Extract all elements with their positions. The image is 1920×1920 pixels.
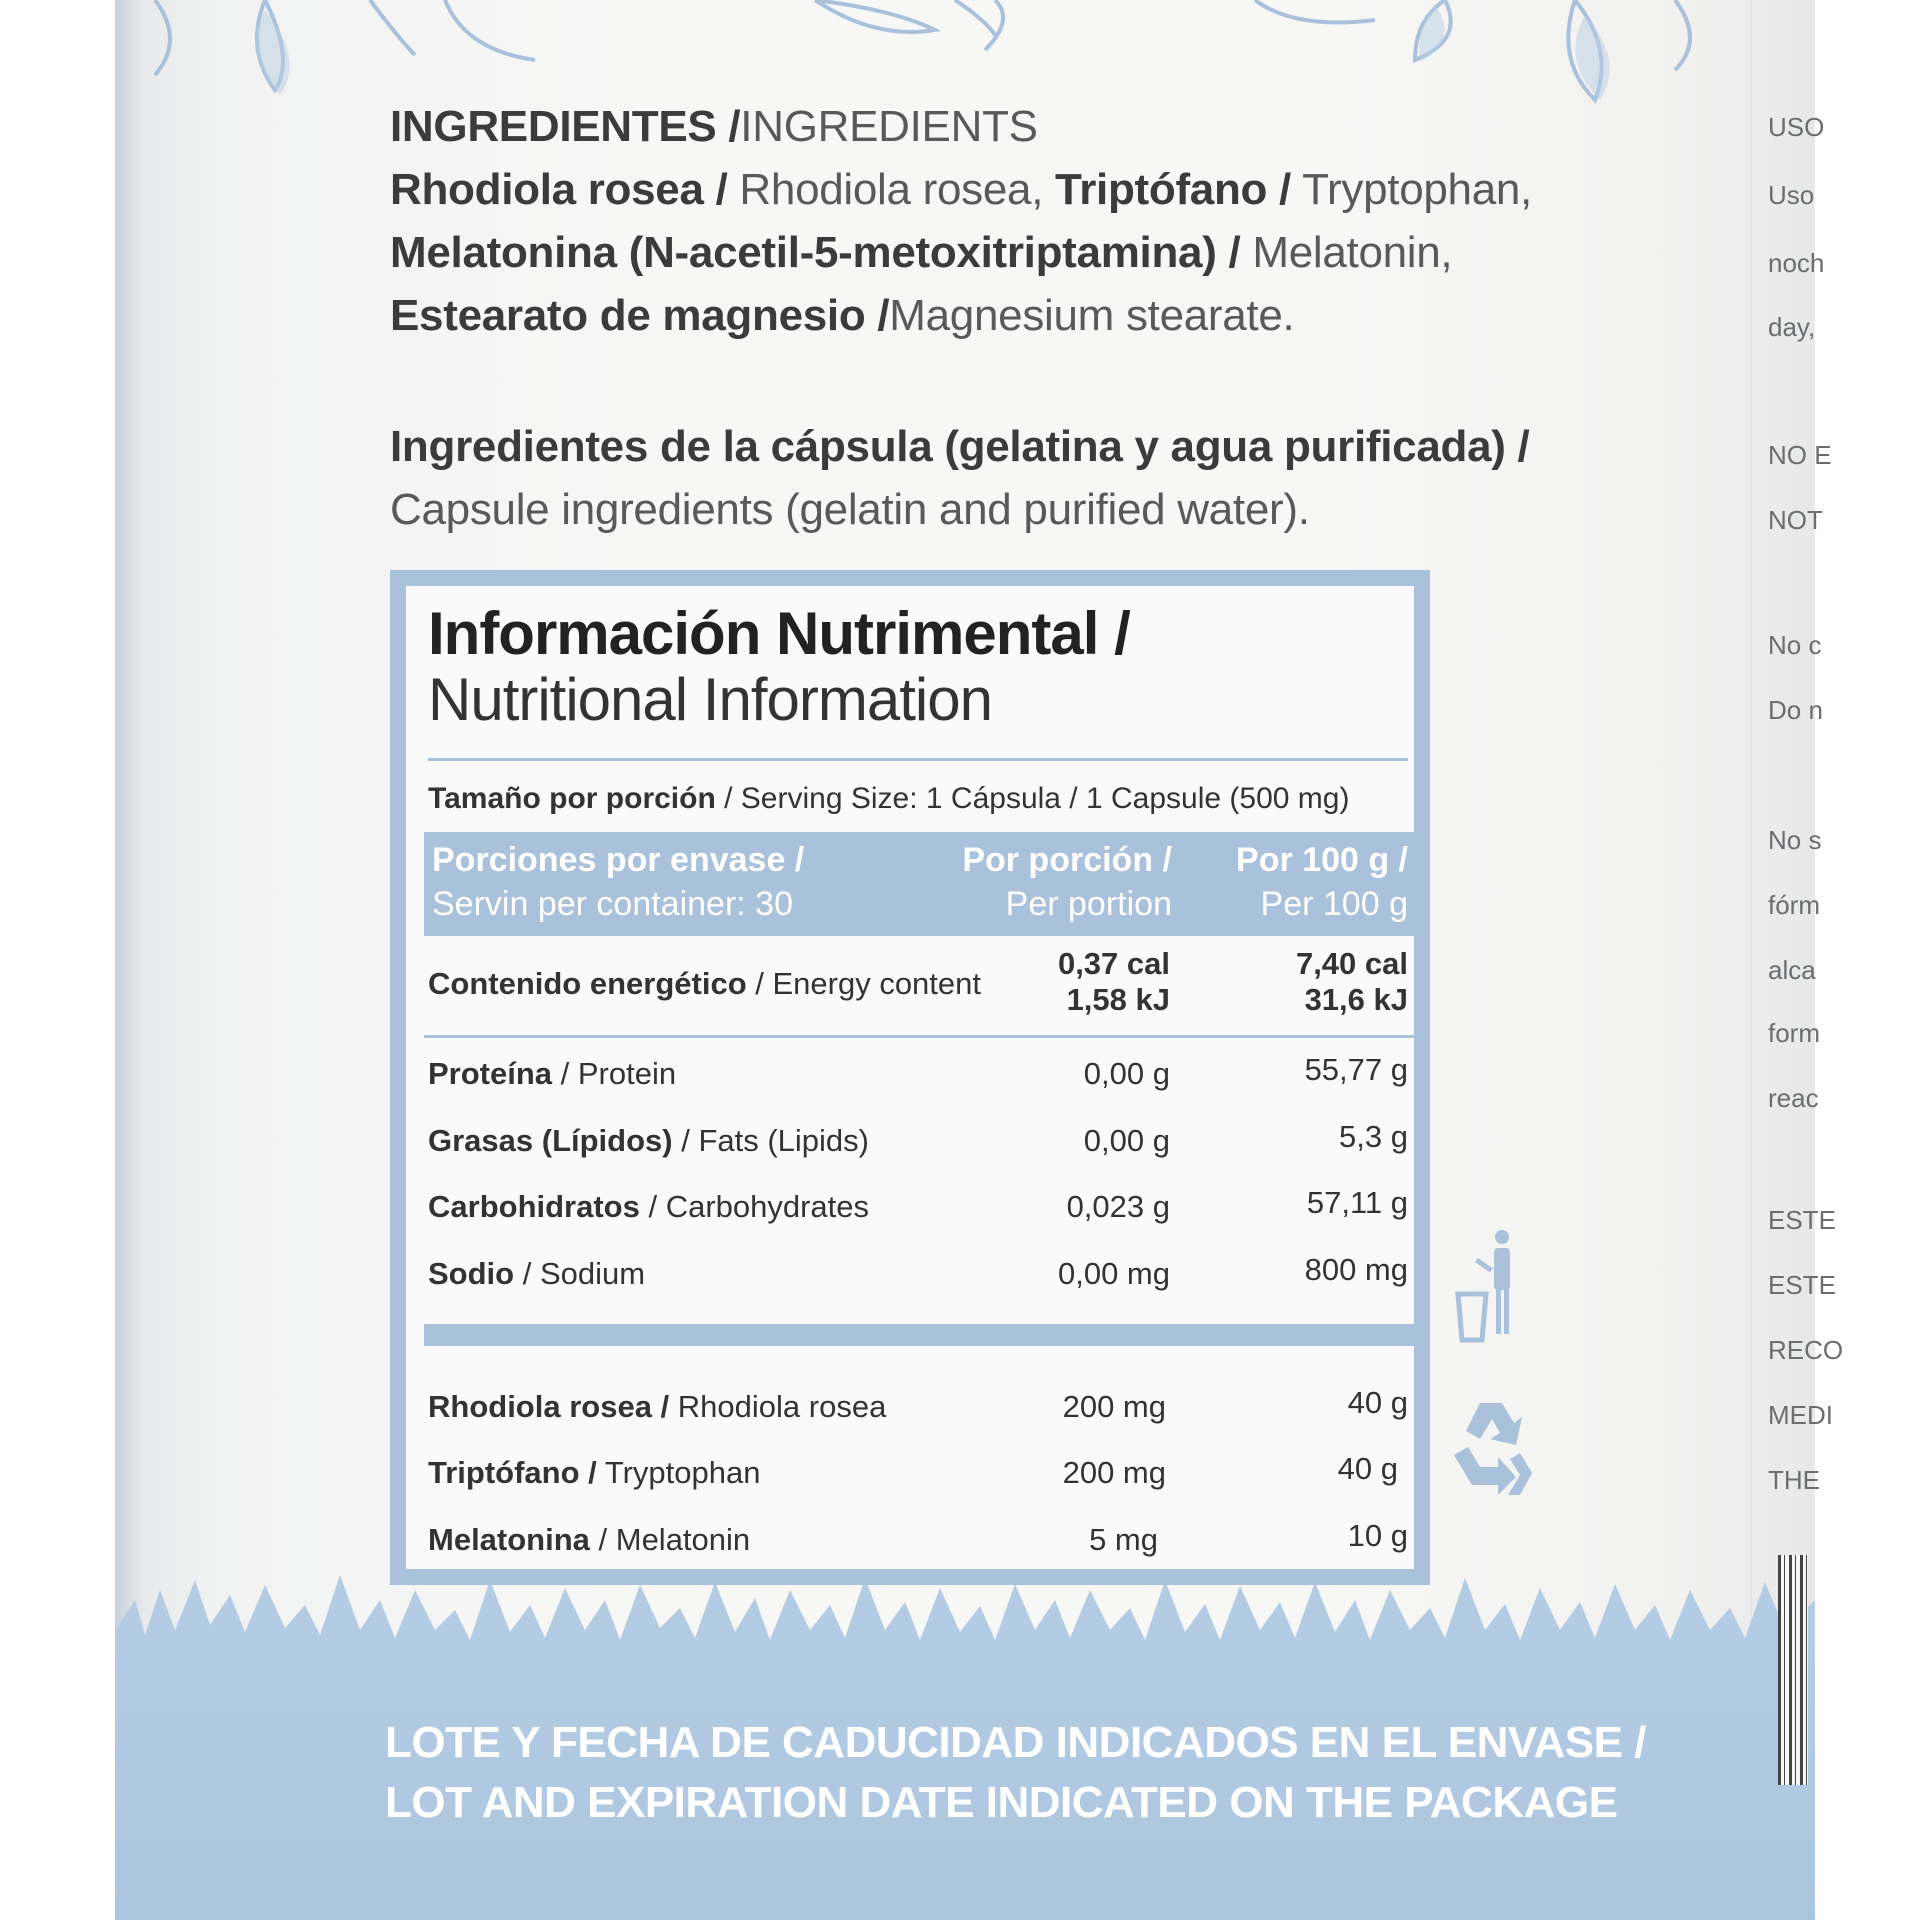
capsule-ingredients-en bbox=[390, 478, 1310, 542]
side-fragment: ESTE bbox=[1768, 1270, 1836, 1300]
rhodiola-label-en: Rhodiola rosea bbox=[669, 1389, 887, 1424]
ingredients-heading bbox=[390, 95, 1038, 159]
side-fragment: fórm bbox=[1768, 890, 1820, 920]
tryptophan-per-portion: 200 mg bbox=[1062, 1455, 1166, 1490]
protein-label-en: / Protein bbox=[552, 1056, 677, 1091]
side-fragment: NO E bbox=[1768, 440, 1832, 470]
serving-size-value: / Serving Size: 1 Cápsula / 1 Capsule (500 mg) bbox=[715, 782, 1350, 815]
carbs-label-en: / Carbohydrates bbox=[639, 1189, 870, 1224]
fats-label-es: Grasas (Lípidos) bbox=[428, 1123, 673, 1158]
tryptophan-per-100: 40 g bbox=[1337, 1451, 1398, 1486]
header-portions-en: Servin per container: 30 bbox=[432, 885, 793, 923]
side-fragment: USO bbox=[1768, 112, 1825, 142]
protein-per-portion: 0,00 g bbox=[1083, 1056, 1170, 1091]
melatonin-per-portion: 5 mg bbox=[1089, 1522, 1158, 1557]
serving-size bbox=[428, 782, 1349, 816]
lot-expiration-en: LOT AND EXPIRATION DATE INDICATED ON THE PACKAGE bbox=[385, 1778, 1618, 1827]
side-fragment: reac bbox=[1768, 1083, 1819, 1113]
side-fragment: ESTE bbox=[1768, 1205, 1836, 1235]
energy-label-es: Contenido energético bbox=[428, 966, 747, 1001]
fats-per-100: 5,3 g bbox=[1339, 1119, 1408, 1154]
fats-label-en: / Fats (Lipids) bbox=[672, 1123, 869, 1158]
ingredients-line-1 bbox=[390, 158, 1532, 222]
ingredient-rhodiola-es: Rhodiola rosea / bbox=[390, 165, 728, 214]
side-fragment: No s bbox=[1768, 825, 1822, 855]
ingredient-melatonin-en: Melatonin, bbox=[1240, 228, 1453, 277]
energy-100-kj: 31,6 kJ bbox=[1304, 982, 1408, 1017]
ingredient-melatonin-es: Melatonina (N-acetil-5-metoxitriptamina) / bbox=[390, 228, 1241, 277]
ingredient-tryptophan-en: Tryptophan, bbox=[1290, 165, 1532, 214]
rhodiola-label-es: Rhodiola rosea / bbox=[428, 1389, 670, 1424]
side-fragment: NOT bbox=[1768, 505, 1823, 535]
energy-label-en: / Energy content bbox=[746, 966, 982, 1001]
side-fragment: Do n bbox=[1768, 695, 1823, 725]
sodium-label-es: Sodio bbox=[428, 1256, 515, 1291]
ingredients-heading-es: INGREDIENTES / bbox=[390, 102, 741, 151]
ingredient-magnesium-en: Magnesium stearate. bbox=[889, 291, 1295, 340]
serving-size-label: Tamaño por porción bbox=[428, 782, 716, 815]
tryptophan-label-en: Tryptophan bbox=[596, 1455, 761, 1490]
protein-label-es: Proteína bbox=[428, 1056, 553, 1091]
ingredient-magnesium-es: Estearato de magnesio / bbox=[390, 291, 890, 340]
side-fragment: Uso bbox=[1768, 180, 1815, 210]
leaf-decoration bbox=[115, 0, 1815, 110]
ingredient-tryptophan-es: Triptófano / bbox=[1043, 165, 1291, 214]
side-fragment: alca bbox=[1768, 955, 1816, 985]
carbs-per-portion: 0,023 g bbox=[1066, 1189, 1170, 1224]
sodium-label-en: / Sodium bbox=[514, 1256, 646, 1291]
tryptophan-label-es: Triptófano / bbox=[428, 1455, 597, 1490]
ingredients-heading-en: INGREDIENTS bbox=[740, 102, 1038, 151]
barcode bbox=[1778, 1555, 1808, 1785]
header-per-portion-es: Por porción / bbox=[962, 841, 1172, 879]
side-fragment: form bbox=[1768, 1018, 1820, 1048]
side-fragment: RECO bbox=[1768, 1335, 1844, 1365]
side-fragment: MEDI bbox=[1768, 1400, 1833, 1430]
side-fragment: No c bbox=[1768, 630, 1822, 660]
carbs-per-100: 57,11 g bbox=[1306, 1185, 1408, 1220]
trash-bin-person-icon bbox=[1458, 1228, 1518, 1343]
side-fragment: day, bbox=[1768, 312, 1816, 342]
energy-portion-kj: 1,58 kJ bbox=[1066, 982, 1170, 1017]
header-per100-es: Por 100 g / bbox=[1236, 841, 1408, 879]
carbs-label-es: Carbohidratos bbox=[428, 1189, 640, 1224]
title-divider bbox=[428, 758, 1408, 761]
section-band bbox=[424, 1324, 1420, 1346]
side-fragment: THE bbox=[1768, 1465, 1820, 1495]
melatonin-label-es: Melatonina bbox=[428, 1522, 590, 1557]
energy-100-cal: 7,40 cal bbox=[1295, 946, 1408, 981]
melatonin-label-en: / Melatonin bbox=[589, 1522, 751, 1557]
rhodiola-per-100: 40 g bbox=[1347, 1385, 1408, 1420]
nutrition-title: Información Nutrimental / bbox=[428, 600, 1130, 667]
nutrition-subtitle: Nutritional Information bbox=[428, 666, 992, 733]
sodium-per-portion: 0,00 mg bbox=[1057, 1256, 1170, 1291]
energy-portion-cal: 0,37 cal bbox=[1057, 946, 1170, 981]
melatonin-per-100: 10 g bbox=[1347, 1518, 1408, 1553]
sodium-per-100: 800 mg bbox=[1304, 1252, 1408, 1287]
rhodiola-per-portion: 200 mg bbox=[1062, 1389, 1166, 1424]
protein-per-100: 55,77 g bbox=[1304, 1052, 1408, 1087]
lot-expiration-es: LOTE Y FECHA DE CADUCIDAD INDICADOS EN EL ENVASE / bbox=[385, 1718, 1646, 1767]
ingredient-rhodiola-en: Rhodiola rosea, bbox=[727, 165, 1044, 214]
energy-row bbox=[428, 946, 1408, 1026]
energy-divider bbox=[424, 1035, 1420, 1038]
capsule-ingredients-es-text: Ingredientes de la cápsula (gelatina y agua purificada) / bbox=[390, 422, 1530, 471]
capsule-ingredients-es bbox=[390, 415, 1529, 479]
recycle-icon bbox=[1450, 1395, 1535, 1510]
ingredients-line-3 bbox=[390, 284, 1294, 348]
nutrition-table bbox=[390, 570, 1430, 1585]
nutrition-table-body bbox=[406, 586, 1414, 1569]
ingredients-line-2 bbox=[390, 221, 1452, 285]
fats-per-portion: 0,00 g bbox=[1083, 1123, 1170, 1158]
side-fragment: noch bbox=[1768, 248, 1825, 278]
header-per100-en: Per 100 g bbox=[1260, 885, 1408, 923]
header-portions-es: Porciones por envase / bbox=[432, 841, 805, 879]
table-header bbox=[424, 832, 1420, 936]
capsule-ingredients-en-text: Capsule ingredients (gelatin and purified water). bbox=[390, 485, 1310, 534]
header-per-portion-en: Per portion bbox=[1005, 885, 1172, 923]
